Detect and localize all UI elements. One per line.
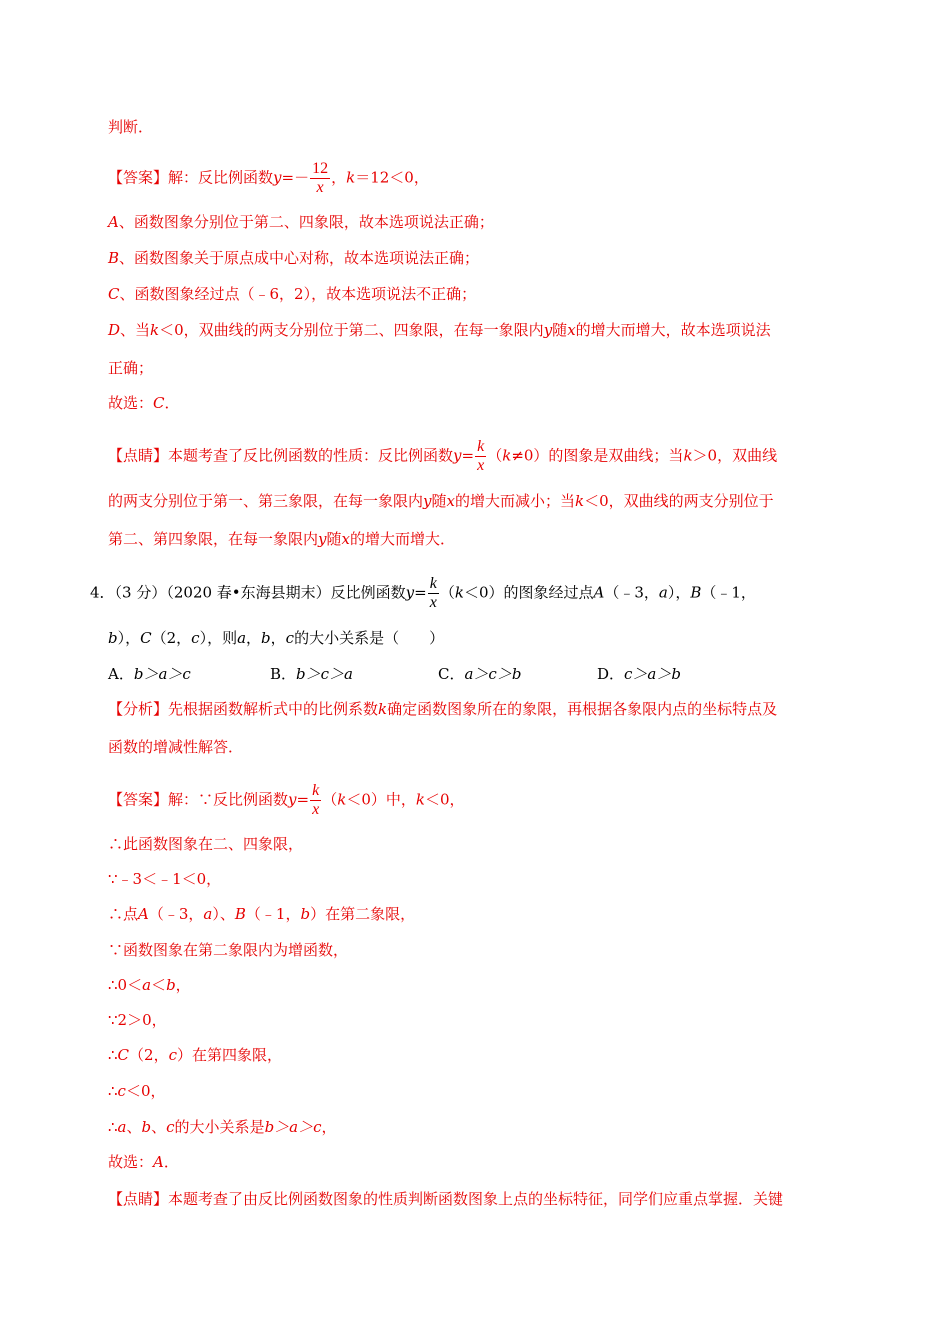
q4-answer-line: [108, 782, 465, 819]
prev-answer-line: [108, 160, 429, 197]
prev-option-c-line: [108, 284, 476, 304]
expression: b＞a＞c: [264, 1118, 322, 1136]
option-letter: C: [108, 285, 120, 303]
text: ∴0＜: [108, 976, 143, 994]
var-y: y: [288, 790, 297, 809]
var-y: y: [543, 321, 553, 339]
text: 随: [431, 492, 447, 510]
text: ），则: [199, 629, 238, 647]
var-c: c: [285, 629, 295, 647]
var-k: k: [683, 446, 693, 465]
text: ，: [175, 976, 191, 994]
analysis-label: 【分析】: [108, 700, 169, 718]
text: 的两支分别位于第一、第三象限，在每一象限内: [108, 492, 424, 510]
prev-comment-line-3: [108, 529, 455, 549]
text: =: [296, 790, 310, 809]
var-y: y: [405, 583, 415, 602]
option-expr: c＞a＞b: [624, 665, 681, 683]
denominator: x: [477, 457, 485, 474]
q4-step-4: [108, 940, 348, 960]
var-b: b: [300, 905, 311, 923]
var-k: k: [415, 790, 425, 809]
text: ＜0）中，: [346, 790, 416, 809]
text: ≠0）的图象是双曲线；当: [511, 446, 684, 465]
text: 故选：: [108, 394, 154, 412]
text: ＜0，: [424, 790, 465, 809]
numerator: k: [477, 438, 485, 455]
prev-choice-line: [108, 393, 180, 413]
var-k: k: [378, 700, 388, 718]
text: ∴此函数图象在二、四象限，: [108, 835, 304, 853]
q4-step-3: [108, 904, 415, 924]
text: ＝12＜0，: [355, 168, 429, 187]
prev-comment-line-1: [108, 438, 777, 475]
option-expr: a＞c＞b: [464, 665, 522, 683]
text: 先根据函数解析式中的比例系数: [168, 700, 379, 718]
var-y: y: [453, 446, 462, 465]
text: ）在第四象限，: [176, 1046, 282, 1064]
text: ∵2＞0，: [108, 1011, 167, 1029]
text: ∵函数图象在第二象限内为增函数，: [108, 941, 349, 959]
var-y: y: [273, 168, 282, 187]
var-k: k: [502, 446, 512, 465]
text: ∵﹣3＜﹣1＜0，: [108, 870, 222, 888]
var-b: b: [166, 976, 176, 994]
text: 、函数图象关于原点成中心对称，故本选项说法正确；: [119, 249, 480, 267]
var-b: b: [141, 1118, 152, 1136]
var-c: c: [166, 1118, 175, 1136]
text: （﹣3，: [148, 905, 204, 923]
text: ，: [331, 168, 347, 187]
text: ）、: [212, 905, 235, 923]
comment-label: 【点睛】: [108, 1190, 169, 1208]
text: （﹣1，: [245, 905, 301, 923]
numerator: 12: [312, 160, 329, 177]
denominator: x: [429, 594, 437, 611]
text: 的增大而减小；当: [454, 492, 575, 510]
text: 的大小关系是（ ）: [294, 629, 445, 647]
question-number: 4．: [90, 583, 115, 602]
q4-option-a[interactable]: [108, 664, 191, 684]
var-c: c: [191, 629, 200, 647]
text: 函数的增减性解答．: [108, 738, 244, 756]
point-b: B: [690, 583, 702, 602]
text: （2，: [129, 1046, 169, 1064]
option-letter: A: [108, 213, 119, 231]
text: =: [414, 583, 427, 602]
text: 故选：: [108, 1153, 154, 1171]
text: ），: [117, 629, 141, 647]
q4-option-b[interactable]: [270, 664, 353, 684]
prev-option-d-cont: [108, 358, 153, 378]
text: 、: [151, 1118, 167, 1136]
text: 本题考查了反比例函数的性质：反比例函数: [168, 446, 454, 465]
denominator: x: [312, 801, 320, 818]
numerator: k: [429, 575, 437, 592]
answer-label: 【答案】: [108, 168, 169, 187]
text: （: [487, 446, 503, 465]
q4-step-6: [108, 1010, 167, 1030]
text: 解：反比例函数: [168, 168, 274, 187]
var-a: a: [203, 905, 213, 923]
text: ＞0，双曲线: [692, 446, 778, 465]
var-k: k: [575, 492, 585, 510]
choice-letter: C: [153, 394, 165, 412]
text: ，: [270, 629, 286, 647]
text: ＜0，双曲线的两支分别位于第二、四象限，在每一象限内: [159, 321, 544, 339]
text: 本题考查了由反比例函数图象的性质判断函数图象上点的坐标特征，同学们应重点掌握．关键: [168, 1190, 784, 1208]
text: ＜0）的图象经过点: [463, 583, 594, 602]
q4-step-5: [108, 975, 191, 995]
text: ），: [667, 583, 691, 602]
text: （﹣3，: [604, 583, 659, 602]
var-x: x: [567, 321, 576, 339]
option-label: A．: [108, 665, 134, 683]
fraction: [310, 782, 321, 819]
text: ，: [321, 1118, 337, 1136]
var-a: a: [237, 629, 247, 647]
numerator: k: [312, 782, 320, 799]
point-a: A: [138, 905, 149, 923]
text: （2，: [151, 629, 192, 647]
q4-analysis-line-2: [108, 737, 243, 757]
denominator: x: [316, 179, 324, 196]
q4-step-1: [108, 834, 303, 854]
text: 、: [126, 1118, 142, 1136]
text: （﹣1，: [701, 583, 756, 602]
var-a: a: [117, 1118, 127, 1136]
q4-step-8: [108, 1081, 166, 1101]
var-b: b: [108, 629, 118, 647]
text: ．: [164, 394, 180, 412]
text: ∴: [108, 1082, 118, 1100]
prev-option-d-line: [108, 320, 771, 340]
text: =－: [281, 168, 310, 187]
var-y: y: [423, 492, 432, 510]
point-c: C: [140, 629, 152, 647]
text: 第二、第四象限，在每一象限内: [108, 530, 319, 548]
prev-comment-line-2: [108, 491, 774, 511]
var-c: c: [168, 1046, 177, 1064]
fraction: [475, 438, 486, 475]
comment-label: 【点睛】: [108, 446, 169, 465]
var-k: k: [346, 168, 356, 187]
text: 、当: [120, 321, 151, 339]
point-c: C: [117, 1046, 130, 1064]
text: ，: [246, 629, 262, 647]
q4-option-c[interactable]: [438, 664, 521, 684]
q4-stem-line-2: [108, 628, 444, 648]
var-k: k: [337, 790, 347, 809]
text: 的增大而增大．: [349, 530, 455, 548]
var-x: x: [446, 492, 455, 510]
text: 随: [552, 321, 568, 339]
q4-stem-line-1: [90, 575, 756, 612]
text: ．: [163, 1153, 179, 1171]
option-letter: D: [108, 321, 121, 339]
option-label: D．: [597, 665, 625, 683]
text: 、函数图象经过点（﹣6，2），故本选项说法不正确；: [119, 285, 477, 303]
q4-option-d[interactable]: [597, 664, 681, 684]
text: 的大小关系是: [174, 1118, 265, 1136]
text: 判断．: [108, 118, 154, 136]
var-k: k: [150, 321, 160, 339]
var-a: a: [658, 583, 668, 602]
fraction: [428, 575, 439, 612]
text: ＜0，双曲线的两支分别位于: [584, 492, 774, 510]
text: ∴点: [108, 905, 139, 923]
text: （3 分）（2020 春•东海县期末）反比例函数: [114, 583, 406, 602]
option-label: C．: [438, 665, 465, 683]
var-b: b: [261, 629, 271, 647]
point-b: B: [234, 905, 246, 923]
q4-choice-line: [108, 1152, 179, 1172]
choice-letter: A: [153, 1153, 164, 1171]
q4-analysis-line-1: [108, 699, 777, 719]
text: ＜0，: [125, 1082, 166, 1100]
prev-option-a-line: [108, 212, 494, 232]
text: 、函数图象分别位于第二、四象限，故本选项说法正确；: [118, 213, 494, 231]
point-a: A: [593, 583, 605, 602]
q4-step-7: [108, 1045, 282, 1065]
prev-option-b-line: [108, 248, 479, 268]
var-x: x: [341, 530, 350, 548]
option-expr: b＞c＞a: [296, 665, 353, 683]
prev-analysis-tail: [108, 117, 153, 137]
text: ∴: [108, 1118, 118, 1136]
text: ∴: [108, 1046, 118, 1064]
var-y: y: [318, 530, 327, 548]
text: =: [461, 446, 475, 465]
fraction: [310, 160, 330, 197]
text: ）在第二象限，: [310, 905, 416, 923]
text: 正确；: [108, 359, 154, 377]
text: 的增大而增大，故本选项说法: [575, 321, 771, 339]
var-c: c: [117, 1082, 126, 1100]
text: 随: [326, 530, 342, 548]
text: （: [322, 790, 338, 809]
var-a: a: [142, 976, 152, 994]
text: 确定函数图象所在的象限，再根据各象限内点的坐标特点及: [387, 700, 778, 718]
option-letter: B: [108, 249, 120, 267]
var-k: k: [454, 583, 464, 602]
q4-step-9: [108, 1117, 337, 1137]
option-expr: b＞a＞c: [133, 665, 191, 683]
text: 解：∵反比例函数: [168, 790, 289, 809]
text: （: [439, 583, 455, 602]
q4-step-2: [108, 869, 221, 889]
text: ＜: [151, 976, 167, 994]
option-label: B．: [270, 665, 297, 683]
q4-comment-line: [108, 1189, 783, 1209]
answer-label: 【答案】: [108, 790, 169, 809]
